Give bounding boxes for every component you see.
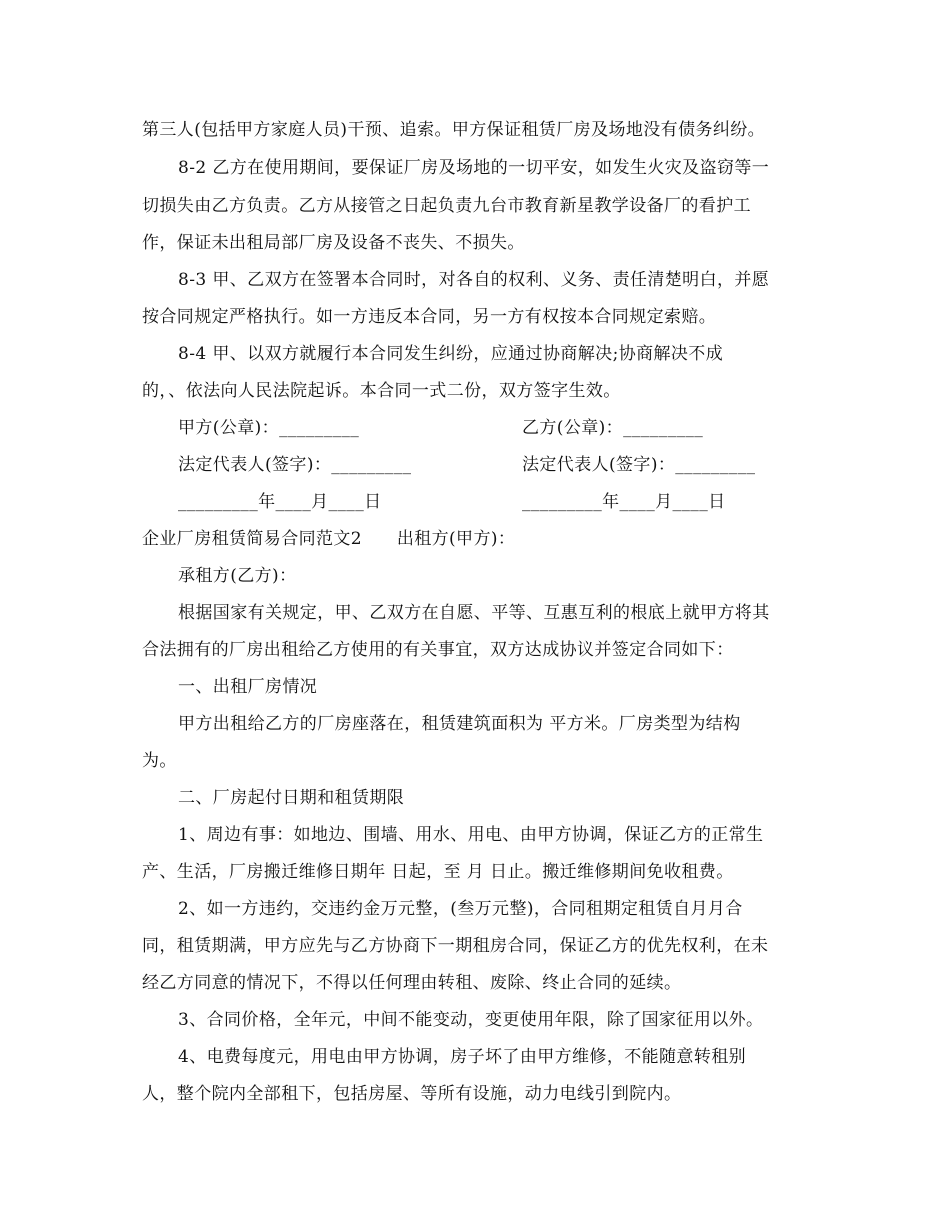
paragraph-line: 8-2 乙方在使用期间，要保证厂房及场地的一切平安，如发生火灾及盗窃等一	[178, 158, 770, 178]
paragraph-line: 为。	[142, 751, 177, 771]
section-heading: 一、出租厂房情况	[178, 677, 318, 697]
paragraph-line: 根据国家有关规定，甲、乙双方在自愿、平等、互惠互利的根底上就甲方将其	[178, 603, 770, 623]
paragraph-line: 第三人(包括甲方家庭人员)干预、追索。甲方保证租赁厂房及场地没有债务纠纷。	[142, 120, 766, 140]
paragraph-line: 作，保证未出租局部厂房及设备不丧失、不损失。	[142, 233, 525, 253]
paragraph-line: 承租方(乙方)：	[178, 566, 297, 586]
paragraph-line: 8-4 甲、以双方就履行本合同发生纠纷，应通过协商解决;协商解决不成	[178, 344, 724, 364]
party-a-date: _________年____月____日	[178, 492, 382, 512]
party-b-representative: 法定代表人(签字)：_________	[522, 455, 756, 475]
paragraph-line: 切损失由乙方负责。乙方从接管之日起负责九台市教育新星教学设备厂的看护工	[142, 196, 751, 216]
paragraph-line: 8-3 甲、乙双方在签署本合同时，对各自的权利、义务、责任清楚明白，并愿	[178, 270, 770, 290]
paragraph-line: 1、周边有事：如地边、围墙、用水、用电、由甲方协调，保证乙方的正常生	[178, 825, 764, 845]
paragraph-line: 按合同规定严格执行。如一方违反本合同，另一方有权按本合同规定索赔。	[142, 307, 717, 327]
party-a-seal: 甲方(公章)：_________	[178, 418, 360, 438]
paragraph-line: 产、生活，厂房搬迁维修日期年 日起，至 月 日止。搬迁维修期间免收租费。	[142, 862, 734, 882]
paragraph-line: 2、如一方违约，交违约金万元整，(叁万元整)，合同租期定租赁自月月合	[178, 899, 743, 919]
section-heading: 二、厂房起付日期和租赁期限	[178, 788, 405, 808]
section-title: 企业厂房租赁简易合同范文2 出租方(甲方)：	[142, 529, 516, 549]
paragraph-line: 3、合同价格，全年元，中间不能变动，变更使用年限，除了国家征用以外。	[178, 1010, 764, 1030]
paragraph-line: 甲方出租给乙方的厂房座落在，租赁建筑面积为 平方米。厂房类型为结构	[178, 714, 741, 734]
paragraph-line: 经乙方同意的情况下，不得以任何理由转租、废除、终止合同的延续。	[142, 973, 682, 993]
paragraph-line: 人，整个院内全部租下，包括房屋、等所有设施，动力电线引到院内。	[142, 1084, 682, 1104]
party-b-seal: 乙方(公章)：_________	[522, 418, 704, 438]
paragraph-line: 的，、依法向人民法院起诉。本合同一式二份，双方签字生效。	[142, 381, 621, 401]
party-b-date: _________年____月____日	[522, 492, 726, 512]
paragraph-line: 4、电费每度元，用电由甲方协调，房子坏了由甲方维修，不能随意转租别	[178, 1047, 747, 1067]
party-a-representative: 法定代表人(签字)：_________	[178, 455, 412, 475]
paragraph-line: 合法拥有的厂房出租给乙方使用的有关事宜，双方达成协议并签定合同如下：	[142, 640, 734, 660]
paragraph-line: 同，租赁期满，甲方应先与乙方协商下一期租房合同，保证乙方的优先权利，在未	[142, 936, 769, 956]
